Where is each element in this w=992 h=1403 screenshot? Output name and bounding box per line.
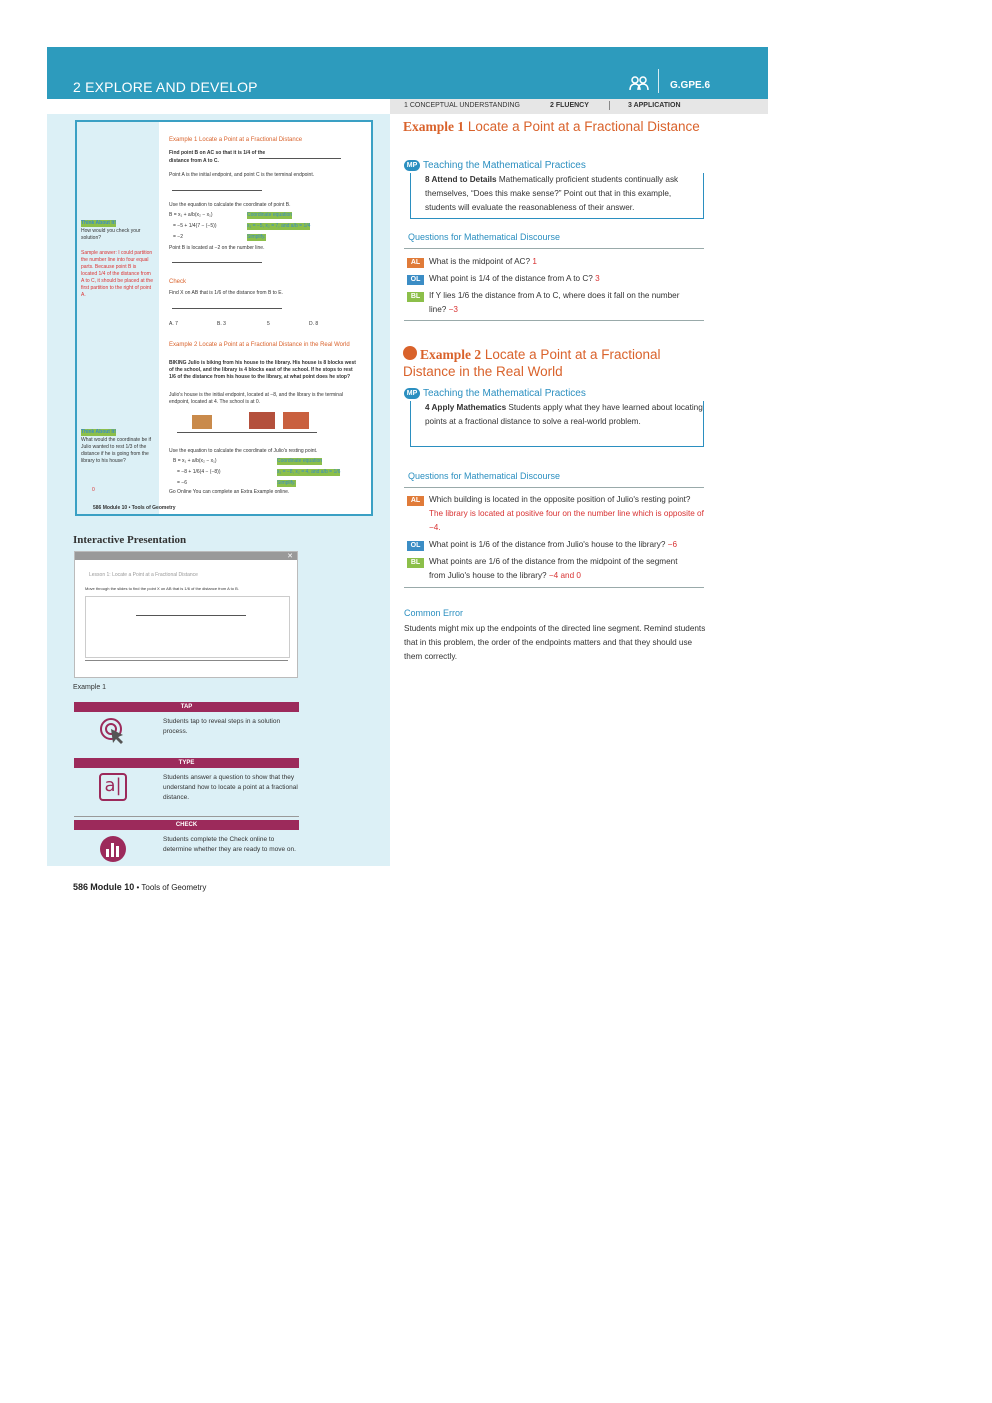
answer-text: 1 bbox=[532, 257, 537, 266]
answer-text: −3 bbox=[448, 305, 458, 314]
thumb-ex1-eq3: = −2 bbox=[173, 234, 184, 240]
module-label: Module 10 bbox=[90, 882, 135, 892]
slide-progress[interactable] bbox=[85, 660, 288, 661]
section-title: 2 EXPLORE AND DEVELOP bbox=[73, 79, 258, 95]
answer-text: 3 bbox=[595, 274, 600, 283]
screen-title: Lesson 1: Locate a Point at a Fractional Distance bbox=[89, 572, 198, 578]
library-illustration bbox=[283, 412, 309, 429]
mp-heading-1 bbox=[404, 160, 586, 171]
thumb-number-line bbox=[172, 308, 282, 309]
thumb-check-label: Check bbox=[169, 279, 187, 285]
footer-bullet: • bbox=[136, 883, 140, 892]
thumb-ex2-text: BIKING Julio is biking from his house to the library. His house is 8 blocks west of the school, and the library is 4 blocks east of the school. If he stops to rest 1/6 of the distance from his house to the library, at what point does he stop? bbox=[169, 360, 356, 380]
thumb-ex1-line5: Point B is located at −2 on the number line. bbox=[169, 245, 265, 251]
thumb-choice-a: A. 7 bbox=[169, 321, 178, 327]
thumb-number-line bbox=[172, 262, 262, 263]
thumb-ex2-eq2: = −8 + 1/6(4 − (−8)) bbox=[177, 469, 221, 475]
screen-content bbox=[85, 596, 290, 658]
rule bbox=[404, 248, 704, 249]
mp1-title: 8 Attend to Details bbox=[425, 175, 497, 184]
al-badge: AL bbox=[407, 258, 424, 268]
mp2-text: Students apply what they have learned about locating points at a fractional distance to solve a real-world problem. bbox=[425, 403, 703, 426]
tap-hand-icon bbox=[99, 717, 127, 745]
thumb-ex1-eq1-note: Coordinate equation bbox=[247, 212, 293, 218]
check-description: Students complete the Check online to determine whether they are ready to move on. bbox=[163, 836, 296, 853]
question-al-1 bbox=[429, 255, 704, 269]
thumb-number-line bbox=[172, 190, 262, 191]
thumb-check-text: Find X on AB that is 1/6 of the distance from B to E. bbox=[169, 290, 283, 296]
tab-conceptual-understanding: 1 CONCEPTUAL UNDERSTANDING bbox=[404, 102, 520, 109]
thumb-ex1-line1: Find point B on AC so that it is 1/4 of the bbox=[169, 150, 266, 156]
check-tag: CHECK bbox=[74, 820, 299, 830]
example2-heading bbox=[403, 346, 703, 380]
thumb-ex1-line2: distance from A to C. bbox=[169, 158, 219, 164]
house-illustration bbox=[192, 415, 212, 429]
ol-badge: OL bbox=[407, 275, 424, 285]
section-header bbox=[47, 47, 768, 99]
example-caption: Example 1 bbox=[73, 684, 107, 691]
question-text: What is the midpoint of AC? bbox=[429, 257, 533, 266]
type-tag: TYPE bbox=[74, 758, 299, 768]
mp-badge-icon: MP bbox=[404, 388, 420, 399]
question-text: What points are 1/6 of the distance from the midpoint of the segment from Julio's house to the library? bbox=[429, 557, 678, 580]
thumb-ex2-eq3-note: Simplify. bbox=[277, 480, 296, 486]
ol-badge: OL bbox=[407, 541, 424, 551]
thumb-choice-b: B. 3 bbox=[217, 321, 226, 327]
thumb-ex1-title: Example 1 Locate a Point at a Fractional Distance bbox=[169, 137, 303, 143]
question-text: What point is 1/4 of the distance from A to C? bbox=[429, 274, 596, 283]
thumb-go-online: Go Online You can complete an Extra Example online. bbox=[169, 489, 290, 495]
window-titlebar bbox=[75, 552, 297, 560]
tag-divider bbox=[74, 816, 299, 817]
discourse-heading-1: Questions for Mathematical Discourse bbox=[408, 232, 561, 242]
thumb-ex1-line3: Point A is the initial endpoint, and point C is the terminal endpoint. bbox=[169, 172, 315, 178]
question-al-2 bbox=[429, 493, 704, 535]
example2-title: Locate a Point at a Fractional Distance in the Real World bbox=[403, 347, 661, 379]
mp-label: Teaching the Mathematical Practices bbox=[423, 388, 586, 400]
tap-tag: TAP bbox=[74, 702, 299, 712]
thumb-ex2-title: Example 2 Locate a Point at a Fractional Distance in the Real World bbox=[169, 342, 350, 348]
globe-icon bbox=[403, 346, 417, 360]
thumb-ex2-eq1-note: Coordinate equation bbox=[277, 458, 323, 464]
mp1-text: Mathematically proficient students continually ask themselves, “Does this make sense?” Point out that in this example, students will evaluate the reasonableness of their answer. bbox=[425, 175, 679, 212]
tab-fluency: 2 FLUENCY bbox=[550, 102, 589, 109]
answer-text: The library is located at positive four on the number line which is opposite of −4. bbox=[429, 509, 704, 532]
thumb-think1-text: How would you check your solution? bbox=[81, 228, 141, 241]
example2-label: Example 2 bbox=[420, 347, 482, 362]
answer-text: −6 bbox=[667, 540, 678, 549]
example1-heading bbox=[403, 118, 703, 135]
question-bl-1 bbox=[429, 289, 689, 317]
common-error-text: Students might mix up the endpoints of the directed line segment. Remind students that in this problem, the order of the endpoints matters and that they should use them correctly. bbox=[404, 624, 706, 661]
header-divider bbox=[658, 69, 659, 93]
thumb-think2-text: What would the coordinate be if Julio wanted to rest 1/3 of the distance if he is going from the library to his house? bbox=[81, 437, 152, 464]
school-illustration bbox=[249, 412, 275, 429]
thumb-ex2-eq2-note: x₁ = −8, x₂ = 4, and a/b = 1/6 bbox=[277, 469, 341, 475]
tab-application: 3 APPLICATION bbox=[628, 102, 681, 109]
type-a-icon: a| bbox=[99, 773, 127, 801]
mp-box-1 bbox=[410, 173, 704, 219]
thumb-think2-answer: 0 bbox=[92, 487, 95, 493]
thumb-ex2-eq1: B = x₁ + a/b(x₂ − x₁) bbox=[173, 458, 217, 464]
thumb-page-footer: 586 Module 10 • Tools of Geometry bbox=[93, 505, 176, 511]
bl-badge: BL bbox=[407, 558, 424, 568]
thumb-ex1-eq3-note: Simplify. bbox=[247, 234, 266, 240]
tab-divider bbox=[609, 101, 610, 110]
question-ol-1 bbox=[429, 272, 704, 286]
al-badge: AL bbox=[407, 496, 424, 506]
screen-number-line bbox=[136, 615, 246, 616]
thumb-ex1-eq2-note: x₁ = −5, x₂ = 7, and a/b = 1/4 bbox=[247, 223, 311, 229]
page-number: 586 bbox=[73, 882, 89, 892]
example1-label: Example 1 bbox=[403, 119, 465, 134]
answer-text: −4 and 0 bbox=[548, 571, 581, 580]
mp-label: Teaching the Mathematical Practices bbox=[423, 160, 586, 172]
thumb-think2-title: Think About It! bbox=[81, 429, 117, 435]
thumb-think1-title: Think About It! bbox=[81, 220, 117, 226]
example1-title: Locate a Point at a Fractional Distance bbox=[464, 119, 700, 134]
interactive-screenshot bbox=[74, 551, 298, 678]
mp2-title: 4 Apply Mathematics bbox=[425, 403, 507, 412]
page-footer bbox=[73, 882, 206, 892]
type-description: Students answer a question to show that they understand how to locate a point at a fractional distance. bbox=[163, 774, 298, 801]
interactive-presentation-title: Interactive Presentation bbox=[73, 534, 187, 546]
mp-heading-2 bbox=[404, 388, 586, 399]
question-ol-2 bbox=[429, 538, 704, 552]
standard-code: G.GPE.6 bbox=[670, 80, 711, 91]
thumb-ex2-line3: Use the equation to calculate the coordinate of Julio's resting point. bbox=[169, 448, 318, 454]
bar-chart-check-icon bbox=[99, 835, 127, 863]
thumb-ex1-eq1: B = x₁ + a/b(x₂ − x₁) bbox=[169, 212, 213, 218]
thumb-ex2-eq3: = −6 bbox=[177, 480, 188, 486]
rigor-tabs bbox=[390, 99, 768, 114]
thumb-ex1-line4: Use the equation to calculate the coordinate of point B. bbox=[169, 202, 291, 208]
rule bbox=[404, 320, 704, 321]
group-people-icon bbox=[629, 75, 649, 91]
thumb-ex2-text2: Julio's house is the initial endpoint, located at −8, and the library is the terminal endpoint, located at 4. The school is at 0. bbox=[169, 392, 343, 405]
rule bbox=[404, 587, 704, 588]
thumb-number-line bbox=[259, 158, 341, 159]
bl-badge: BL bbox=[407, 292, 424, 302]
thumb-ex1-eq2: = −5 + 1/4(7 − (−5)) bbox=[173, 223, 217, 229]
common-error-title: Common Error bbox=[404, 608, 464, 618]
discourse-heading-2: Questions for Mathematical Discourse bbox=[408, 471, 561, 481]
close-icon: ✕ bbox=[287, 553, 293, 560]
question-text: If Y lies 1/6 the distance from A to C, where does it fall on the number line? bbox=[429, 291, 680, 314]
mp-box-2 bbox=[410, 401, 704, 447]
question-bl-2 bbox=[429, 555, 689, 583]
screen-subtitle: Move through the slides to find the point X on AB that is 1/6 of the distance from A to B. bbox=[85, 586, 239, 591]
tap-description: Students tap to reveal steps in a solution process. bbox=[163, 718, 281, 735]
mp-badge-icon: MP bbox=[404, 160, 420, 171]
question-text: What point is 1/6 of the distance from Julio's house to the library? bbox=[429, 540, 668, 549]
student-page-thumbnail bbox=[75, 120, 373, 516]
module-title: Tools of Geometry bbox=[141, 883, 207, 892]
thumb-number-line bbox=[177, 432, 317, 433]
thumb-choice-d: D. 8 bbox=[309, 321, 319, 327]
thumb-choice-c: 5 bbox=[267, 321, 270, 327]
thumb-think1-answer: Sample answer: I could partition the number line into four equal parts. Because point B is located 1/4 of the distance from A to C, it should be placed at the first partition to the right of point A. bbox=[81, 250, 153, 298]
rule bbox=[404, 487, 704, 488]
question-text: Which building is located in the opposite position of Julio's resting point? bbox=[429, 495, 691, 504]
